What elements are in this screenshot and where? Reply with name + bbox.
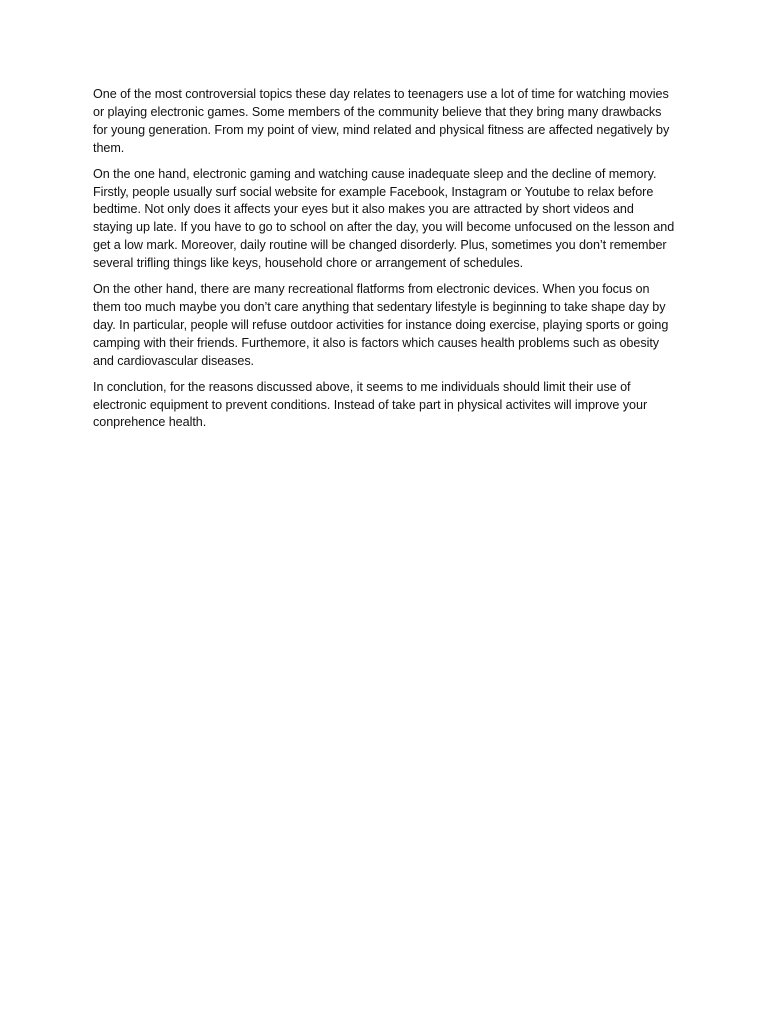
essay-body bbox=[93, 86, 675, 440]
paragraph-conclusion: In conclution, for the reasons discussed above, it seems to me individuals should limit their use of electronic equipment to prevent conditions. Instead of take part in physical activites will improve your conprehence health. bbox=[93, 379, 648, 430]
paragraph-body-one: On the one hand, electronic gaming and watching cause inadequate sleep and the decline of memory. Firstly, people usually surf social website for example Facebook, Instagram or Youtube to relax before bedtime. Not only does it affects your eyes but it also makes you are attracted by short videos and staying up late. If you have to go to school on after the day, you will become unfocused on the lesson and get a low mark. Moreover, daily routine will be changed disorderly. Plus, sometimes you don’t remember several trifling things like keys, household chore or arrangement of schedules. bbox=[93, 166, 675, 271]
paragraph-body-two: On the other hand, there are many recreational flatforms from electronic devices. When you focus on them too much maybe you don’t care anything that sedentary lifestyle is beginning to take shape day by day. In particular, people will refuse outdoor activities for instance doing exercise, playing sports or going camping with their friends. Furthemore, it also is factors which causes health problems such as obesity and cardiovascular diseases. bbox=[93, 282, 669, 368]
paragraph-introduction: One of the most controversial topics these day relates to teenagers use a lot of time for watching movies or playing electronic games. Some members of the community believe that they bring many drawbacks for young generation. From my point of view, mind related and physical fitness are affected negatively by them. bbox=[93, 87, 670, 155]
